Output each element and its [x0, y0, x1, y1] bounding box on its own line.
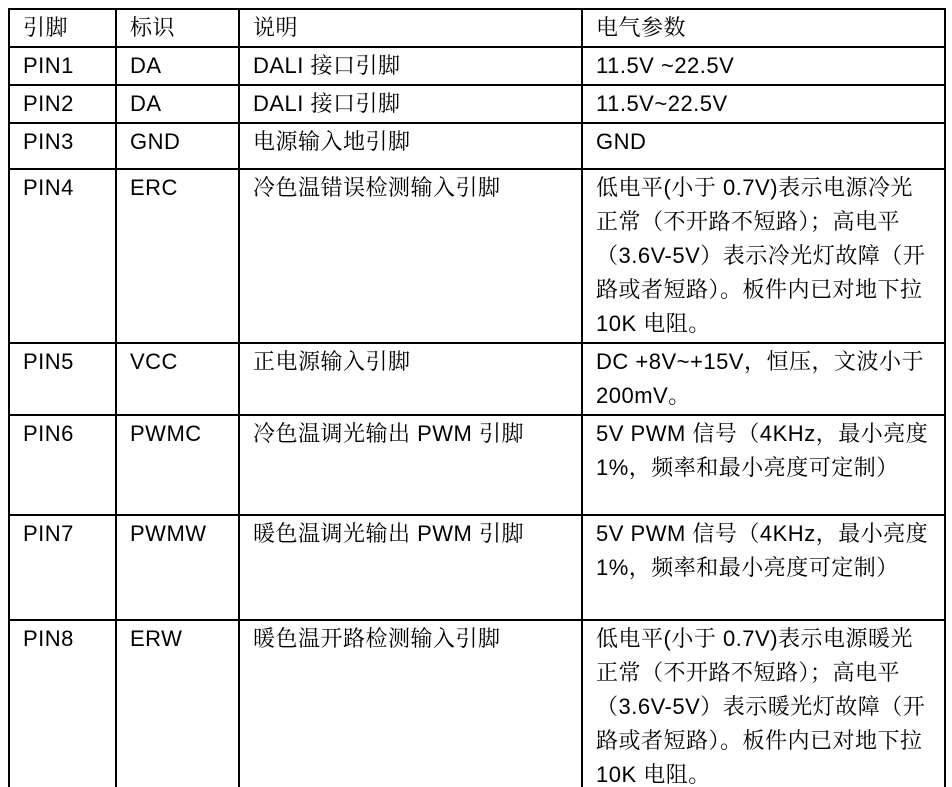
label-cell: DA: [116, 47, 239, 85]
params-cell: GND: [582, 123, 945, 169]
label-cell: ERC: [116, 169, 239, 343]
params-cell: 11.5V~22.5V: [582, 85, 945, 123]
description-cell: DALI 接口引脚: [239, 47, 582, 85]
table-row: [9, 515, 945, 620]
pin-cell: PIN5: [9, 343, 116, 415]
pin-cell: PIN2: [9, 85, 116, 123]
params-cell: 11.5V ~22.5V: [582, 47, 945, 85]
label-cell: PWMW: [116, 515, 239, 620]
table-row: [9, 343, 945, 415]
description-cell: 电源输入地引脚: [239, 123, 582, 169]
column-header-label: 标识: [116, 9, 239, 47]
params-cell: 5V PWM 信号（4KHz，最小亮度 1%，频率和最小亮度可定制）: [582, 415, 945, 515]
params-cell: 低电平(小于 0.7V)表示电源冷光正常（不开路不短路）；高电平（3.6V-5V）表示冷光灯故障（开路或者短路）。板件内已对地下拉 10K 电阻。: [582, 169, 945, 343]
description-cell: 正电源输入引脚: [239, 343, 582, 415]
params-cell: 低电平(小于 0.7V)表示电源暖光正常（不开路不短路）；高电平（3.6V-5V）表示暖光灯故障（开路或者短路）。板件内已对地下拉 10K 电阻。: [582, 620, 945, 787]
pin-cell: PIN1: [9, 47, 116, 85]
label-cell: GND: [116, 123, 239, 169]
table-header-row: [9, 9, 945, 47]
params-cell: DC +8V~+15V，恒压，文波小于 200mV。: [582, 343, 945, 415]
label-cell: ERW: [116, 620, 239, 787]
description-cell: DALI 接口引脚: [239, 85, 582, 123]
pin-cell: PIN7: [9, 515, 116, 620]
table-row: [9, 415, 945, 515]
label-cell: PWMC: [116, 415, 239, 515]
pin-cell: PIN6: [9, 415, 116, 515]
params-cell: 5V PWM 信号（4KHz，最小亮度 1%，频率和最小亮度可定制）: [582, 515, 945, 620]
description-cell: 冷色温错误检测输入引脚: [239, 169, 582, 343]
description-cell: 冷色温调光输出 PWM 引脚: [239, 415, 582, 515]
pin-definition-table: [8, 8, 946, 787]
table-row: [9, 47, 945, 85]
label-cell: DA: [116, 85, 239, 123]
label-cell: VCC: [116, 343, 239, 415]
table-row: [9, 169, 945, 343]
column-header-params: 电气参数: [582, 9, 945, 47]
description-cell: 暖色温开路检测输入引脚: [239, 620, 582, 787]
table-row: [9, 123, 945, 169]
column-header-description: 说明: [239, 9, 582, 47]
column-header-pin: 引脚: [9, 9, 116, 47]
table-row: [9, 620, 945, 787]
description-cell: 暖色温调光输出 PWM 引脚: [239, 515, 582, 620]
table-row: [9, 85, 945, 123]
pin-cell: PIN8: [9, 620, 116, 787]
pin-cell: PIN3: [9, 123, 116, 169]
pin-cell: PIN4: [9, 169, 116, 343]
